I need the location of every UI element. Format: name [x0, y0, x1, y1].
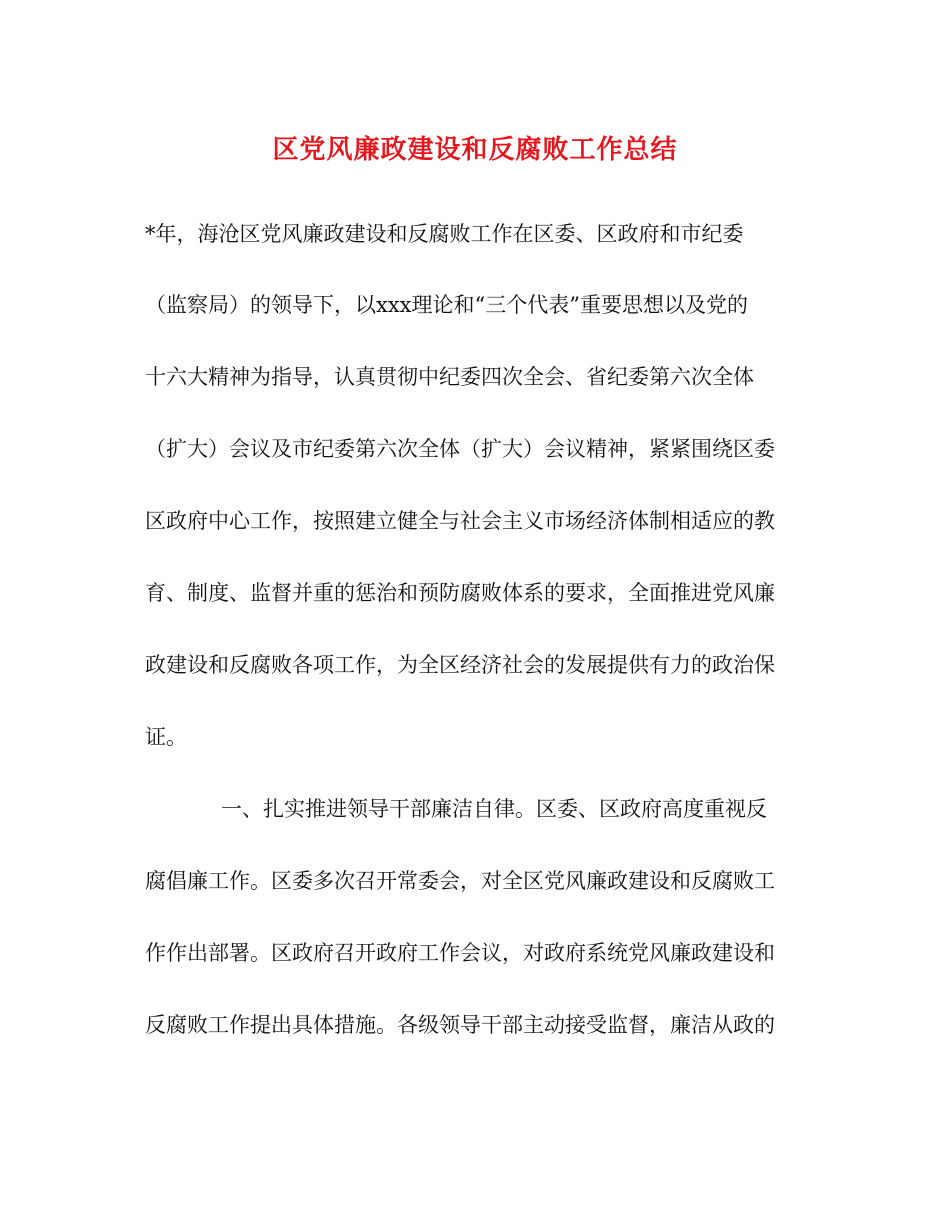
body-line-8: 证。: [145, 725, 187, 749]
document-title: 区党风廉政建设和反腐败工作总结: [272, 135, 678, 165]
body-line-9: 一、扎实推进领导干部廉洁自律。区委、区政府高度重视反: [221, 797, 767, 821]
body-line-5: 区政府中心工作，按照建立健全与社会主义市场经济体制相适应的教: [145, 509, 775, 533]
body-line-3: 十六大精神为指导，认真贯彻中纪委四次全会、省纪委第六次全体: [145, 365, 754, 389]
body-line-10: 腐倡廉工作。区委多次召开常委会，对全区党风廉政建设和反腐败工: [145, 869, 775, 893]
body-line-6: 育、制度、监督并重的惩治和预防腐败体系的要求，全面推进党风廉: [145, 581, 775, 605]
body-line-1: *年，海沧区党风廉政建设和反腐败工作在区委、区政府和市纪委: [145, 222, 744, 246]
body-line-4: （扩大）会议及市纪委第六次全体（扩大）会议精神，紧紧围绕区委: [145, 437, 775, 461]
body-line-7: 政建设和反腐败各项工作，为全区经济社会的发展提供有力的政治保: [145, 653, 775, 677]
body-line-2: （监察局）的领导下，以xxx理论和“三个代表”重要思想以及党的: [145, 293, 748, 317]
body-line-11: 作作出部署。区政府召开政府工作会议，对政府系统党风廉政建设和: [145, 941, 775, 965]
body-line-12: 反腐败工作提出具体措施。各级领导干部主动接受监督，廉洁从政的: [145, 1013, 775, 1037]
